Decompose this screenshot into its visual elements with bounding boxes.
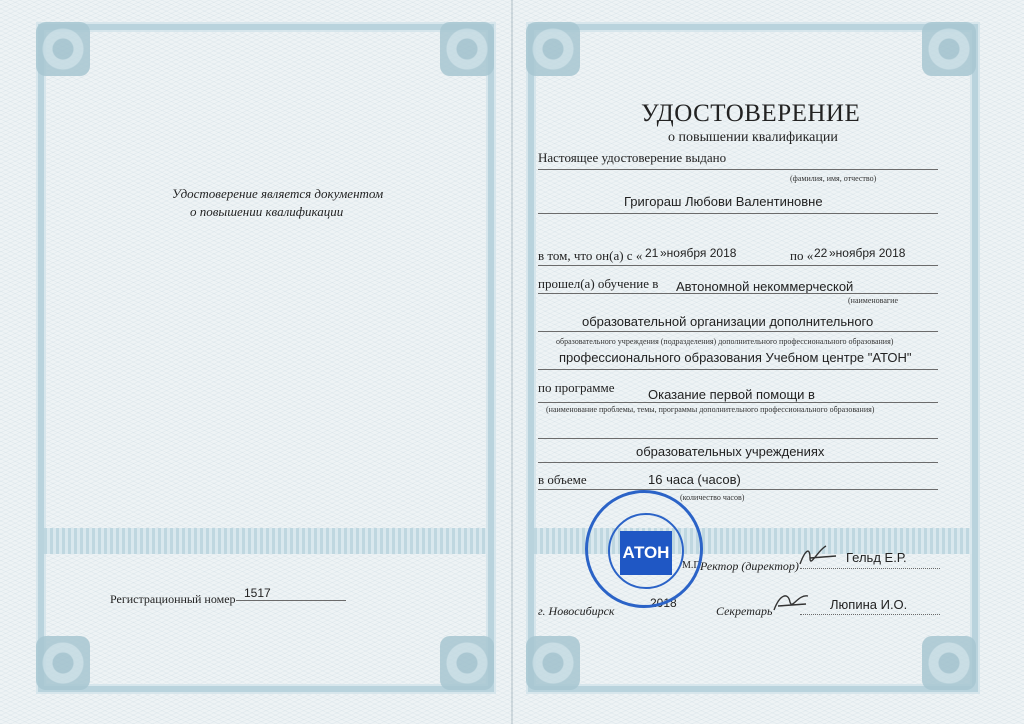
corner-ornament <box>440 22 494 76</box>
program-label: по программе <box>538 380 615 395</box>
start-month: »ноября 2018 <box>660 246 737 260</box>
corner-ornament <box>36 22 90 76</box>
period-to: по « <box>790 248 814 263</box>
program-line1: Оказание первой помощи в <box>648 387 815 402</box>
recipient-line <box>538 213 938 214</box>
left-ornament-band <box>44 528 488 554</box>
start-day: 21 <box>645 246 659 260</box>
reg-number-line <box>236 600 346 601</box>
program-blank-rule <box>538 438 938 439</box>
reg-number-label: Регистрационный номер <box>110 592 236 606</box>
period-line <box>538 265 938 266</box>
program-line2-rule <box>538 462 938 463</box>
caption-org2: образовательного учреждения (подразделения) дополнительного профессионального образования) <box>556 337 894 346</box>
city-label: г. Новосибирск <box>538 604 615 618</box>
caption-program: (наименование проблемы, темы, программы дополнительного профессионального образования) <box>546 405 875 414</box>
issue-year: 2018 <box>650 596 677 610</box>
secretary-signature-icon <box>768 588 814 616</box>
certificate-title: УДОСТОВЕРЕНИЕ <box>641 100 861 127</box>
program-line2: образовательных учреждениях <box>636 444 825 459</box>
volume-rule <box>538 489 938 490</box>
volume-value: 16 часа (часов) <box>648 472 741 487</box>
period-prefix: в том, что он(а) с « <box>538 248 643 263</box>
end-day: 22 <box>814 246 828 260</box>
certificate-subtitle: о повышении квалификации <box>668 130 838 145</box>
organization-stamp <box>585 490 703 608</box>
training-label: прошел(а) обучение в <box>538 276 659 291</box>
corner-ornament <box>526 636 580 690</box>
program-line1-rule <box>538 402 938 403</box>
recipient-name: Григораш Любови Валентиновне <box>624 194 823 209</box>
secretary-rule <box>800 614 940 615</box>
left-note-line2: о повышении квалификации <box>190 204 344 219</box>
org-line1-rule <box>538 293 938 294</box>
volume-label: в объеме <box>538 472 587 487</box>
stamp-logo: АТОН <box>620 531 672 575</box>
left-note-line1: Удостоверение является документом <box>172 186 384 201</box>
director-name: Гельд Е.Р. <box>846 550 907 565</box>
end-month: »ноября 2018 <box>829 246 906 260</box>
corner-ornament <box>922 636 976 690</box>
org-line2-rule <box>538 331 938 332</box>
director-rule <box>800 568 940 569</box>
issued-line <box>538 169 938 170</box>
director-label: Ректор (директор) <box>700 559 799 573</box>
org-line2: образовательной организации дополнительного <box>582 314 874 329</box>
caption-fio: (фамилия, имя, отчество) <box>790 174 877 183</box>
corner-ornament <box>922 22 976 76</box>
org-line3-rule <box>538 369 938 370</box>
corner-ornament <box>36 636 90 690</box>
reg-number-value: 1517 <box>244 586 271 600</box>
mp-label: М.П. <box>682 560 704 571</box>
org-line1: Автономной некоммерческой <box>676 279 854 294</box>
secretary-label: Секретарь <box>716 604 773 618</box>
director-signature-icon <box>796 544 840 570</box>
corner-ornament <box>440 636 494 690</box>
caption-org1: (наименовагие <box>848 296 899 305</box>
page-fold <box>511 0 513 724</box>
caption-hours: (количество часов) <box>680 493 745 502</box>
secretary-name: Люпина И.О. <box>830 597 908 612</box>
corner-ornament <box>526 22 580 76</box>
issued-label: Настоящее удостоверение выдано <box>538 150 727 165</box>
org-line3: профессионального образования Учебном центре "АТОН" <box>559 350 912 365</box>
